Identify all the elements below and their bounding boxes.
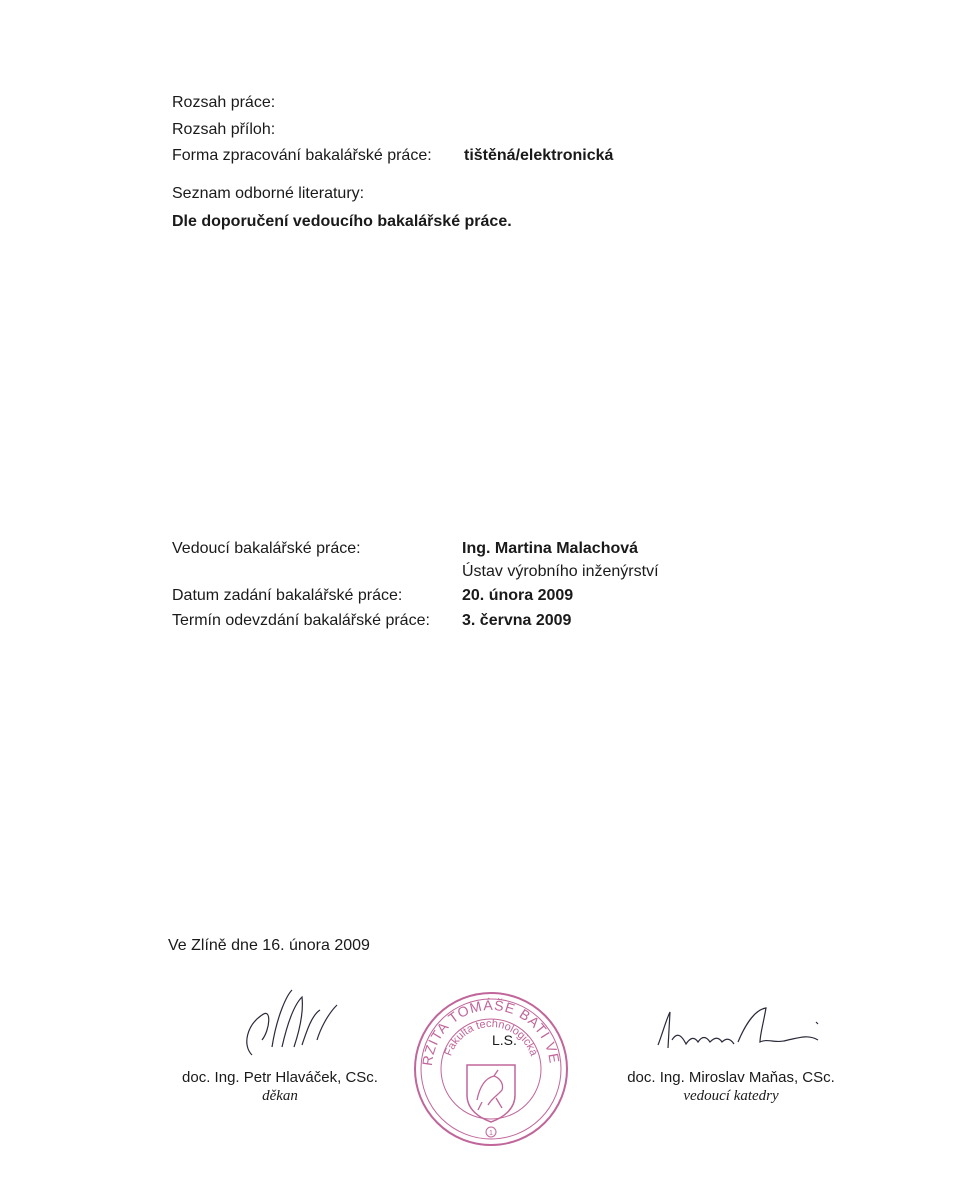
stamp-number: 1 xyxy=(489,1130,493,1137)
lion-icon xyxy=(477,1070,503,1110)
rozsah-prace-label: Rozsah práce: xyxy=(172,94,276,111)
head-signature xyxy=(648,1000,828,1060)
literature-label: Seznam odborné literatury: xyxy=(172,185,365,202)
stamp-outer-text: UNIVERZITA TOMÁŠE BATI VE ZLÍNĚ xyxy=(406,977,564,1070)
datum-label: Datum zadání bakalářské práce: xyxy=(172,587,403,604)
dean-signature xyxy=(232,985,342,1065)
left-signer-role: děkan xyxy=(262,1088,298,1104)
left-signer-name: doc. Ing. Petr Hlaváček, CSc. xyxy=(182,1069,378,1086)
literature-value: Dle doporučení vedoucího bakalářské práce. xyxy=(172,213,512,230)
forma-value: tištěná/elektronická xyxy=(464,147,614,164)
termin-label: Termín odevzdání bakalářské práce: xyxy=(172,612,430,629)
right-signer-name: doc. Ing. Miroslav Maňas, CSc. xyxy=(627,1069,835,1086)
place-date: Ve Zlíně dne 16. února 2009 xyxy=(168,937,370,954)
termin-value: 3. června 2009 xyxy=(462,612,572,629)
forma-label: Forma zpracování bakalářské práce: xyxy=(172,147,432,164)
shield-icon xyxy=(467,1065,515,1122)
vedouci-name: Ing. Martina Malachová xyxy=(462,540,639,557)
university-stamp xyxy=(406,977,570,1148)
right-signer-role: vedoucí katedry xyxy=(683,1088,779,1104)
stamp-inner-text: Fakulta technologická xyxy=(442,1017,540,1058)
vedouci-dept: Ústav výrobního inženýrství xyxy=(462,563,659,580)
vedouci-label: Vedoucí bakalářské práce: xyxy=(172,540,361,557)
datum-value: 20. února 2009 xyxy=(462,587,574,604)
rozsah-priloh-label: Rozsah příloh: xyxy=(172,121,276,138)
stamp-ls: L.S. xyxy=(492,1032,517,1048)
